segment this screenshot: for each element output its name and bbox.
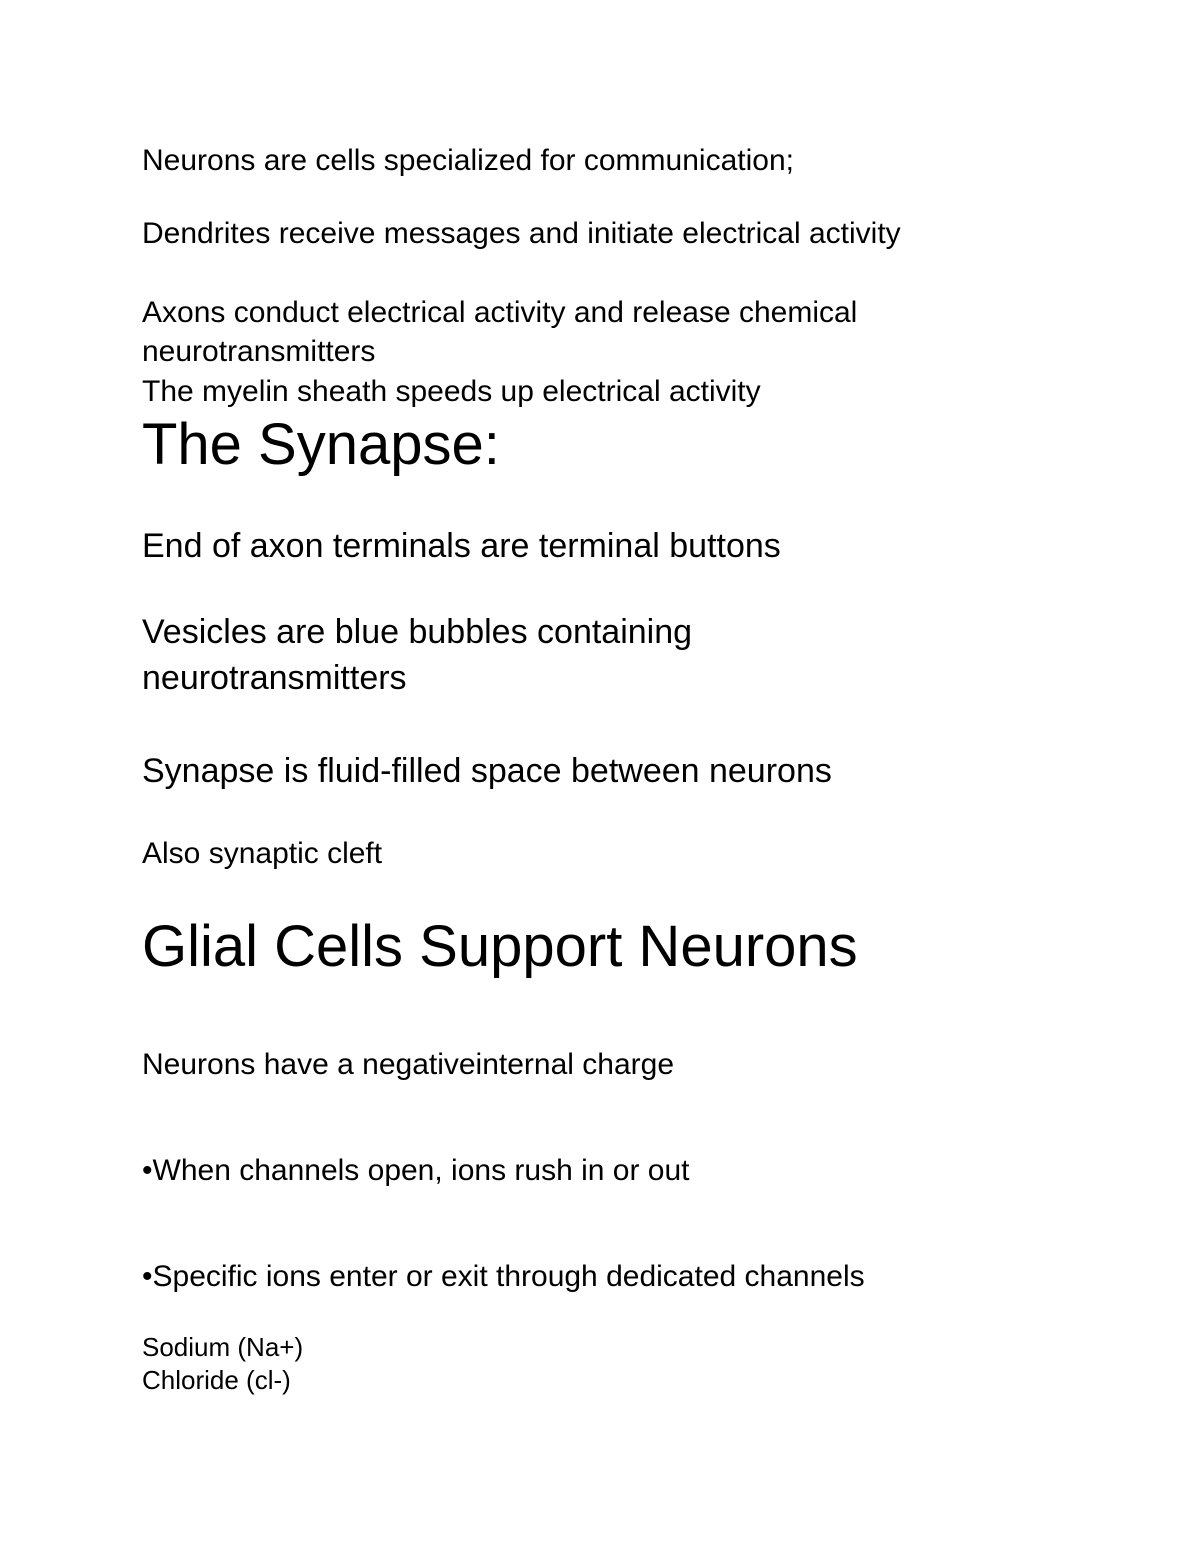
text-line: The myelin sheath speeds up electrical activity	[142, 375, 761, 408]
bullet-item: •Specific ions enter or exit through dedicated channels	[142, 1260, 865, 1293]
text-line: Dendrites receive messages and initiate electrical activity	[142, 217, 901, 250]
text-line: Neurons have a negativeinternal charge	[142, 1048, 675, 1081]
text-line: End of axon terminals are terminal buttons	[142, 527, 781, 565]
text-line: Sodium (Na+)	[142, 1332, 304, 1362]
text-line: Chloride (cl-)	[142, 1365, 291, 1395]
text-line: Also synaptic cleft	[142, 837, 383, 870]
section-heading-synapse: The Synapse:	[142, 412, 500, 477]
text-line: neurotransmitters	[142, 659, 407, 697]
text-line: neurotransmitters	[142, 335, 376, 368]
bullet-item: •When channels open, ions rush in or out	[142, 1154, 690, 1187]
text-line: Vesicles are blue bubbles containing	[142, 613, 693, 651]
section-heading-glial-cells: Glial Cells Support Neurons	[142, 914, 858, 979]
text-line: Synapse is fluid-filled space between neurons	[142, 752, 832, 790]
text-line: Axons conduct electrical activity and release chemical	[142, 296, 858, 329]
text-line: Neurons are cells specialized for communication;	[142, 144, 794, 177]
